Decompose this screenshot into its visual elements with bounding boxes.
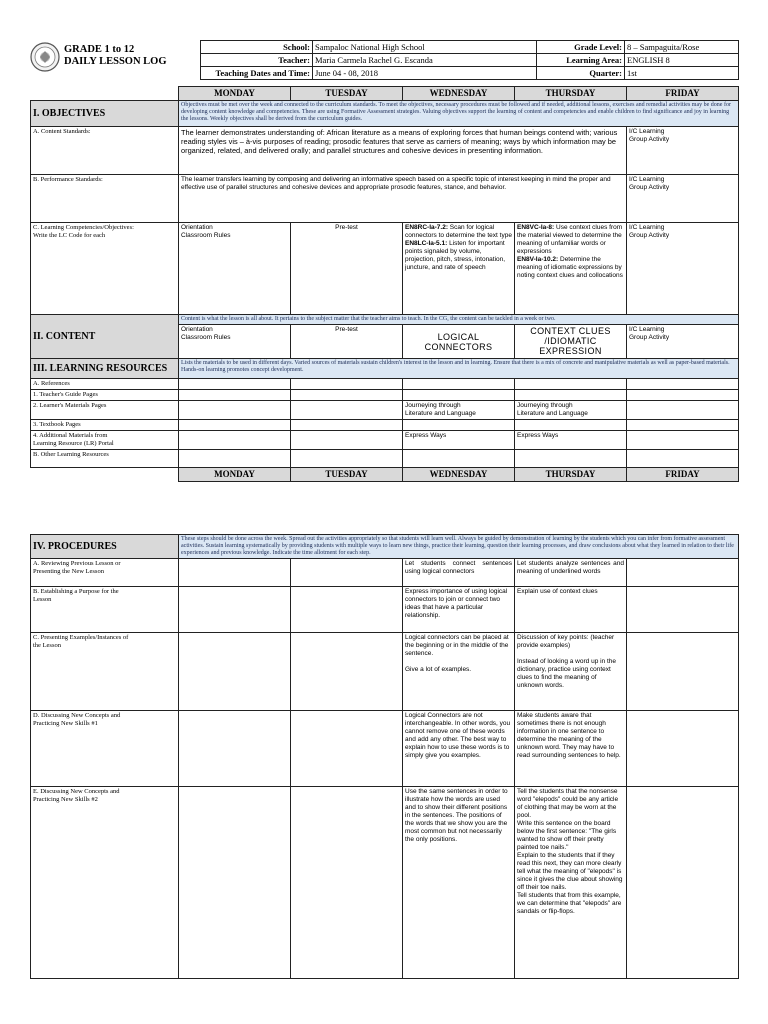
objectives-heading: I. OBJECTIVES [31,101,179,127]
content-monday: Orientation Classroom Rules [179,325,291,359]
competency-thursday [515,223,627,315]
content-wednesday: LOGICAL CONNECTORS [403,325,515,359]
additional-wednesday: Express Ways [403,431,515,450]
content-standards-label: A. Content Standards: [31,127,179,175]
textbook-label: 3. Textbook Pages [31,420,179,431]
day-header-wednesday: WEDNESDAY [403,87,515,101]
procedure-e-thursday: Tell the students that the nonsense word "elepods" could be any article of clothing that may be worn at the pool. Write this sentence on the board below the first sentence: "The girls wanted to show off their pretty painted toe nails." Explain to the students that if they read this next, they can more clearly tell what the meaning of "elepods" is since it gives the clue about showing off their toe nails. Tell students that from this example, we can determine that "elepods" are sandals or flip-flops. [515,787,627,979]
procedure-a-thursday: Let students analyze sentences and meaning of underlined words [515,559,627,587]
learning-competencies-label: C. Learning Competencies/Objectives: Write the LC Code for each [31,223,179,315]
procedure-c-thursday: Discussion of key points: (teacher provide examples) Instead of looking a word up in the dictionary, practice using context clues to find the meaning of unknown words. [515,633,627,711]
lm-wednesday: Journeying through Literature and Language [403,401,515,420]
references-label: A. References [31,379,179,390]
learners-materials-label: 2. Learner's Materials Pages [31,401,179,420]
wed-code-2: EN8LC-Ia-5.1: [405,240,448,247]
procedure-e-wednesday: Use the same sentences in order to illustrate how the words are used and to show their different positions in the sentences. The positions of the words that we show you are the most common but not necessarily the only positions. [403,787,515,979]
deped-seal-logo [30,42,60,72]
performance-standards-label: B. Performance Standards: [31,175,179,223]
learning-resources-heading: III. LEARNING RESOURCES [31,359,179,379]
learning-resources-note: Lists the materials to be used in different days. Varied sources of materials sustain children's interest in the lesson and in learning. Ensure that there is a mix of concrete and manipulative materials as well as paper-based materials. Hands-on learning promotes concept development. [179,359,739,379]
title-line-1: GRADE 1 to 12 [64,44,135,55]
footer-day-monday: MONDAY [179,468,291,482]
content-standards-text: The learner demonstrates understanding of: African literature as a means of exploring forces that human beings contend with; various reading styles vis – à-vis purposes of reading; prosodic features that serve as carriers of meaning; ways by which information may be organized, related, and delivered orally; and parallel structures and cohesive devices in presenting information. [179,127,627,175]
area-value: ENGLISH 8 [625,54,739,67]
footer-day-tuesday: TUESDAY [291,468,403,482]
content-heading: II. CONTENT [31,315,179,359]
content-tuesday: Pre-test [291,325,403,359]
title-line-2: DAILY LESSON LOG [64,56,167,67]
thu-code-2: EN8V-Ia-10.2: [517,256,559,263]
procedure-c-wednesday: Logical connectors can be placed at the beginning or in the middle of the sentence. Give a lot of examples. [403,633,515,711]
additional-materials-label: 4. Additional Materials from Learning Resource (LR) Portal [31,431,179,450]
competency-wednesday [403,223,515,315]
procedure-c-label: C. Presenting Examples/Instances of the Lesson [31,633,179,711]
teacher-label: Teacher: [201,54,313,67]
procedure-d-wednesday: Logical Connectors are not interchangeable. In other words, you cannot remove one of these words and add any other. The best way to explain how to use these words is to simply give you examples. [403,711,515,787]
grade-value: 8 – Sampaguita/Rose [625,41,739,54]
footer-day-friday: FRIDAY [627,468,739,482]
document-title [64,44,167,68]
teachers-guide-label: 1. Teacher's Guide Pages [31,390,179,401]
quarter-label: Quarter: [537,67,625,80]
procedure-e-label: E. Discussing New Concepts and Practicing New Skills #2 [31,787,179,979]
day-header-tuesday: TUESDAY [291,87,403,101]
content-note: Content is what the lesson is all about. It pertains to the subject matter that the teacher aims to teach. In the CG, the content can be tackled in a week or two. [179,315,739,325]
lm-thursday: Journeying through Literature and Language [515,401,627,420]
competency-tuesday: Pre-test [291,223,403,315]
teacher-value: Maria Carmela Rachel G. Escanda [313,54,537,67]
wed-code-1: EN8RC-Ia-7.2: [405,224,448,231]
additional-thursday: Express Ways [515,431,627,450]
procedure-b-wednesday: Express importance of using logical connectors to join or connect two ideas that have a particular relationship. [403,587,515,633]
school-label: School: [201,41,313,54]
procedure-b-thursday: Explain use of context clues [515,587,627,633]
procedures-table [30,534,739,979]
day-header-friday: FRIDAY [627,87,739,101]
content-standards-friday: I/C Learning Group Activity [627,127,739,175]
wed-text-1: Scan for logical connectors to determine the text type [405,224,512,239]
day-header-monday: MONDAY [179,87,291,101]
quarter-value: 1st [625,67,739,80]
thu-text-2: Determine the meaning of idiomatic expressions by noting context clues and collocations [517,256,623,279]
area-label: Learning Area: [537,54,625,67]
thu-text-1: Use context clues from the material viewed to determine the meaning of unfamiliar words or expressions [517,224,623,255]
header-info-table [200,40,739,80]
procedures-note: These steps should be done across the week. Spread out the activities appropriately so that students will learn well. Always be guided by demonstration of learning by the students which you can infer from formative assessment activities. Sustain learning systematically by providing students with multiple ways to learn new things, practice their learning, question their learning processes, and draw conclusions about what they learned in relation to their life experiences and previous knowledge. Indicate the time allotment for each step. [179,535,739,559]
performance-standards-text: The learner transfers learning by composing and delivering an informative speech based on a specific topic of interest keeping in mind the proper and effective use of parallel structures and cohesive devices and appropriate prosodic features, stance, and behavior. [179,175,627,223]
other-resources-label: B. Other Learning Resources [31,450,179,468]
lesson-log-table [30,86,739,482]
procedures-heading: IV. PROCEDURES [31,535,179,559]
thu-code-1: EN8VC-Ia-8: [517,224,555,231]
footer-day-thursday: THURSDAY [515,468,627,482]
footer-day-wednesday: WEDNESDAY [403,468,515,482]
content-friday: I/C Learning Group Activity [627,325,739,359]
dates-label: Teaching Dates and Time: [201,67,313,80]
competency-monday: Orientation Classroom Rules [179,223,291,315]
day-header-thursday: THURSDAY [515,87,627,101]
school-value: Sampaloc National High School [313,41,537,54]
procedure-a-label: A. Reviewing Previous Lesson or Presenting the New Lesson [31,559,179,587]
objectives-note: Objectives must be met over the week and connected to the curriculum standards. To meet the objectives, necessary procedures must be followed and if needed, additional lessons, exercises and remedial activities may be done for developing content knowledge and competencies. These are using Formative Assessment strategies. Valuing objectives support the learning of content and competencies and enable children to find significance and joy in learning the lessons. Weekly objectives shall be derived from the curriculum guides. [179,101,739,127]
procedure-d-thursday: Make students aware that sometimes there is not enough information in one sentence to determine the meaning of the unknown word. They may have to read surrounding sentences to help. [515,711,627,787]
performance-standards-friday: I/C Learning Group Activity [627,175,739,223]
grade-label: Grade Level: [537,41,625,54]
content-thursday: CONTEXT CLUES /IDIOMATIC EXPRESSION [515,325,627,359]
procedure-a-wednesday: Let students connect sentences using logical connectors [403,559,515,587]
competency-friday: I/C Learning Group Activity [627,223,739,315]
procedure-b-label: B. Establishing a Purpose for the Lesson [31,587,179,633]
wed-text-2: Listen for important points signaled by volume, projection, pitch, stress, intonation, juncture, and rate of speech [405,240,506,271]
dates-value: June 04 - 08, 2018 [313,67,537,80]
procedure-d-label: D. Discussing New Concepts and Practicing New Skills #1 [31,711,179,787]
